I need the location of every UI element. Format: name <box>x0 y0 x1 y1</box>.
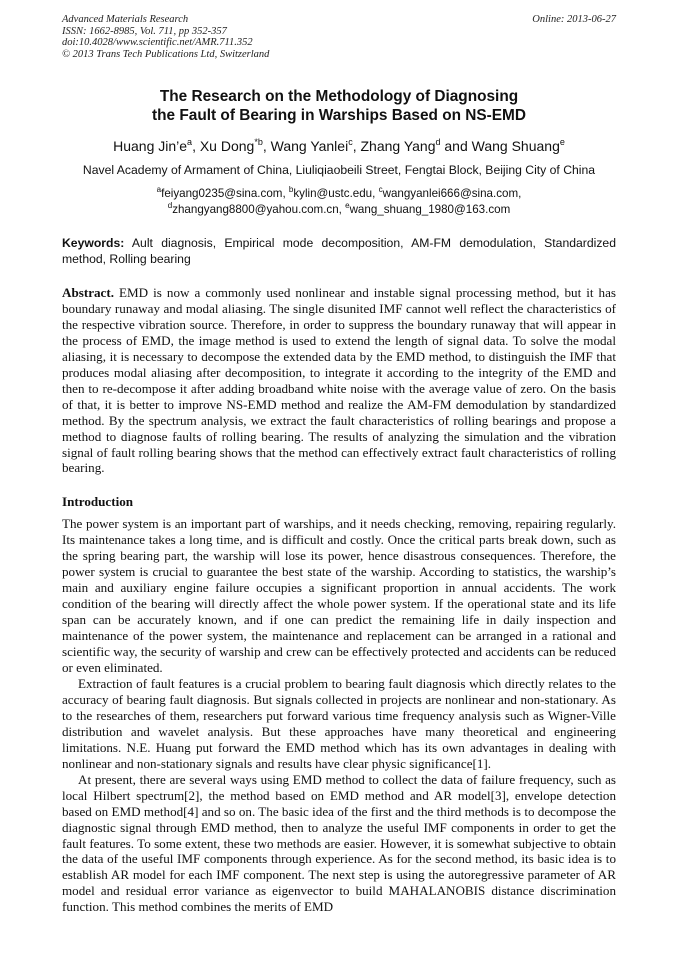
author-name: Xu Dong <box>199 138 255 154</box>
author-separator: and <box>440 138 472 154</box>
author-marker: a <box>187 137 193 147</box>
keywords-label: Keywords: <box>62 236 125 250</box>
paper-title <box>62 87 616 125</box>
journal-header <box>62 14 616 60</box>
author-separator: , <box>262 138 271 154</box>
author-marker: *b <box>254 137 263 147</box>
abstract-label: Abstract. <box>62 285 114 300</box>
journal-info <box>62 14 269 60</box>
title-line-1: The Research on the Methodology of Diagnosing <box>159 88 519 105</box>
email-separator: , <box>338 202 346 216</box>
email-separator: , <box>282 187 289 200</box>
title-line-2: the Fault of Bearing in Warships Based on NS-EMD <box>152 107 526 124</box>
online-date: Online: 2013-06-27 <box>532 14 616 25</box>
email-link[interactable]: kylin@ustc.edu <box>293 187 373 200</box>
email-link[interactable]: zhangyang8800@yahou.com.cn <box>172 202 339 216</box>
email-marker: a <box>156 185 162 194</box>
intro-paragraph: The power system is an important part of warships, and it needs checking, removing, repairing regularly. Its maintenance takes a long time, and is difficult and costly. Once the critical parts break down, such as the spring bearing part, the warship will lose its power, hence disastrous consequences. Therefore, the power system is crucial to guarantee the best state of the warship. According to statistics, the warship’s main and auxiliary engine failure occupies a significant proportion in annual accidents. The work condition of the bearing will directly affect the whole power system. If the operational state and its life span can be accurately known, and if one can predict the remaining life in daily inspection and maintenance of the power system, the maintenance and replacement can be arranged in a rational and scientific way, the security of warship and crew can be effectively protected and accidents can be reduced or even eliminated. <box>62 516 616 676</box>
author-marker: e <box>559 137 565 147</box>
email-marker: b <box>288 185 294 194</box>
email-link[interactable]: wangyanlei666@sina.com <box>382 187 519 200</box>
author-marker: c <box>348 137 353 147</box>
keywords <box>62 236 616 267</box>
issn-line: ISSN: 1662-8985, Vol. 711, pp 352-357 <box>62 25 227 37</box>
affiliation: Navel Academy of Armament of China, Liuliqiaobeili Street, Fengtai Block, Beijing City of China <box>82 163 596 177</box>
author-name: Wang Shuang <box>471 138 560 154</box>
keywords-text: Ault diagnosis, Empirical mode decomposition, AM-FM demodulation, Standardized method, Rolling bearing <box>62 236 616 266</box>
copyright-line: © 2013 Trans Tech Publications Ltd, Switzerland <box>62 48 270 60</box>
email-marker: d <box>167 200 173 210</box>
email-line-2 <box>62 202 616 218</box>
email-link[interactable]: wang_shuang_1980@163.com <box>349 202 511 216</box>
doi-line: doi:10.4028/www.scientific.net/AMR.711.352 <box>62 37 253 48</box>
email-separator: , <box>518 187 522 200</box>
abstract <box>62 285 616 476</box>
email-marker: e <box>345 200 350 210</box>
email-line-1 <box>62 186 616 202</box>
author-list <box>62 137 616 155</box>
author-separator: , <box>352 138 361 154</box>
intro-paragraph: Extraction of fault features is a crucial problem to bearing fault diagnosis which directly relates to the accuracy of bearing fault diagnosis. But signals collected in projects are nonlinear and non-stationary. As to the researches of them, researchers put forward various time frequency analysis such as Wigner-Ville distribution and wavelet analysis. But these approaches have many theoretical and engineering limitations. N.E. Huang put forward the EMD method which has its own advantages in dealing with nonlinear and non-stationary signals and results have clear physic significance[1]. <box>62 675 616 771</box>
author-name: Huang Jin’e <box>113 138 188 154</box>
author-marker: d <box>435 137 441 147</box>
email-marker: c <box>378 185 383 194</box>
introduction-section <box>62 494 616 915</box>
author-name: Zhang Yang <box>360 138 436 154</box>
journal-name: Advanced Materials Research <box>62 14 189 25</box>
intro-paragraph: At present, there are several ways using EMD method to collect the data of failure frequency, such as local Hilbert spectrum[2], the method based on EMD method and AR model[3], envelope detection based on EMD method[4] and so on. The basic idea of the first and the third methods is to decompose the diagnostic signal through EMD method, then to analyze the useful IMF components in order to get the fault features. To some extent, these two methods are easier. However, it is somewhat subjective to obtain the data of the useful IMF components through experience. As for the second method, its basic idea is to establish AR model for each IMF component. The next step is using the autoregressive parameter of AR model and residual error variance as eigenvector to build MAHALANOBIS distance discrimination function. This method combines the merits of EMD <box>62 771 616 915</box>
abstract-text: EMD is now a commonly used nonlinear and instable signal processing method, but it has boundary runaway and modal aliasing. The single disunited IMF cannot well reflect the characteristics of the respective vibration source. Therefore, in order to suppress the boundary runaway that will appear in the process of EMD, the image method is used to extend the length of signal data. To solve the modal aliasing, it is necessary to decompose the extended data by the EMD method, to distinguish the IMF that produces modal aliasing after decomposition, to integrate it according to the integrity of the EMD and then to re-decompose it after adding broadband white noise with the average value of zero. On the basis of that, it is better to improve NS-EMD method and realize the AM-FM demodulation by standardized method. By the spectrum analysis, we extract the fault characteristics of rolling bearings and propose a method to diagnose faults of rolling bearing. The results of analyzing the simulation and the vibration signal of fault rolling bearing shows that the method can effectively extract fault characteristics of rolling bearing. <box>62 285 616 476</box>
email-link[interactable]: feiyang0235@sina.com <box>161 187 283 200</box>
author-separator: , <box>192 138 200 154</box>
section-heading: Introduction <box>62 494 134 510</box>
email-separator: , <box>372 187 379 200</box>
email-block <box>62 186 616 217</box>
author-name: Wang Yanlei <box>270 138 349 154</box>
